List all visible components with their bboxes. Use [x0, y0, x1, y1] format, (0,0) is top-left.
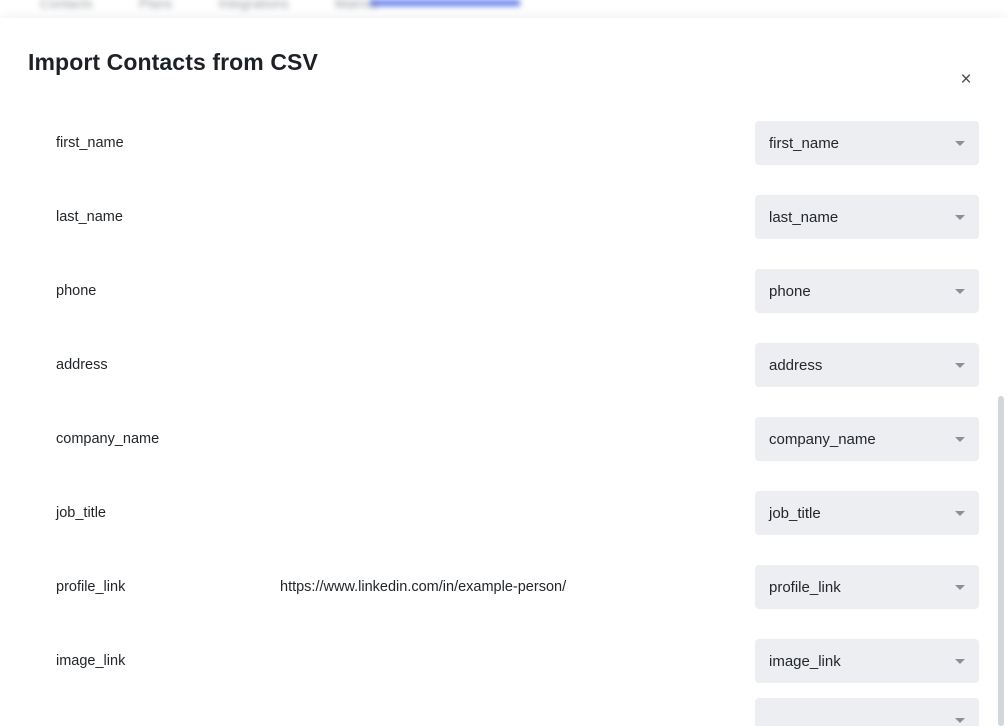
csv-column-label: job_title: [56, 505, 106, 521]
mapping-select-wrapper: [755, 343, 979, 387]
background-accent-bar: [370, 0, 520, 6]
mapping-row-next-partial: [0, 698, 1007, 726]
csv-column-label: first_name: [56, 135, 124, 151]
mapping-select-value: phone: [769, 282, 811, 300]
csv-column-label: phone: [56, 283, 97, 299]
scrollbar-thumb[interactable]: [998, 396, 1004, 726]
mapping-select-first-name[interactable]: [755, 121, 979, 165]
background-nav-item-contacts: Contacts: [40, 0, 93, 11]
mapping-select-value: profile_link: [769, 578, 841, 596]
mapping-select-image-link[interactable]: [755, 639, 979, 683]
csv-column-label: profile_link: [56, 579, 126, 595]
mapping-select-last-name[interactable]: [755, 195, 979, 239]
mapping-select-wrapper: [755, 195, 979, 239]
scrollbar[interactable]: [998, 106, 1004, 726]
mapping-select-value: company_name: [769, 430, 876, 448]
mapping-select-address[interactable]: [755, 343, 979, 387]
mapping-select-job-title[interactable]: [755, 491, 979, 535]
mapping-select-profile-link[interactable]: [755, 565, 979, 609]
modal-header: [0, 18, 1007, 106]
close-icon[interactable]: ×: [955, 68, 977, 90]
mapping-row-job-title: [0, 476, 1007, 550]
page-title: Import Contacts from CSV: [28, 48, 318, 75]
mapping-row-profile-link: [0, 550, 1007, 624]
chevron-down-icon: [955, 437, 965, 442]
mapping-select-wrapper: [755, 121, 979, 165]
chevron-down-icon: [955, 659, 965, 664]
mapping-select-wrapper: [755, 698, 979, 726]
mapping-row-company-name: [0, 402, 1007, 476]
chevron-down-icon: [955, 141, 965, 146]
csv-column-label: image_link: [56, 653, 126, 669]
mapping-row-image-link: [0, 624, 1007, 698]
csv-column-label: address: [56, 357, 108, 373]
background-nav-item-plans: Plans: [138, 0, 173, 11]
mapping-row-last-name: [0, 180, 1007, 254]
background-nav-item-matrics: Matrics: [334, 0, 379, 11]
csv-column-label: company_name: [56, 431, 160, 447]
mapping-row-address: [0, 328, 1007, 402]
chevron-down-icon: [955, 363, 965, 368]
mapping-select-wrapper: [755, 491, 979, 535]
mapping-select-wrapper: [755, 269, 979, 313]
mapping-select-phone[interactable]: [755, 269, 979, 313]
chevron-down-icon: [955, 511, 965, 516]
mapping-select-value: last_name: [769, 208, 839, 226]
mapping-select-value: job_title: [769, 504, 821, 522]
mapping-select-wrapper: [755, 639, 979, 683]
column-mapping-list: [0, 106, 1007, 726]
mapping-select-value: address: [769, 356, 823, 374]
chevron-down-icon: [955, 215, 965, 220]
mapping-select-wrapper: [755, 417, 979, 461]
chevron-down-icon: [955, 585, 965, 590]
background-nav-items: [40, 0, 378, 11]
chevron-down-icon: [955, 718, 965, 723]
background-nav-item-integrations: Integrations: [218, 0, 289, 11]
background-navbar: [0, 0, 1007, 19]
mapping-select-value: first_name: [769, 134, 840, 152]
chevron-down-icon: [955, 289, 965, 294]
mapping-row-first-name: [0, 106, 1007, 180]
mapping-select-company-name[interactable]: [755, 417, 979, 461]
csv-sample-value: https://www.linkedin.com/in/example-person/: [280, 579, 567, 595]
mapping-row-phone: [0, 254, 1007, 328]
mapping-select-value: image_link: [769, 652, 841, 670]
csv-column-label: last_name: [56, 209, 123, 225]
mapping-select-next[interactable]: [755, 698, 979, 726]
mapping-select-wrapper: [755, 565, 979, 609]
import-contacts-modal: [0, 18, 1007, 726]
